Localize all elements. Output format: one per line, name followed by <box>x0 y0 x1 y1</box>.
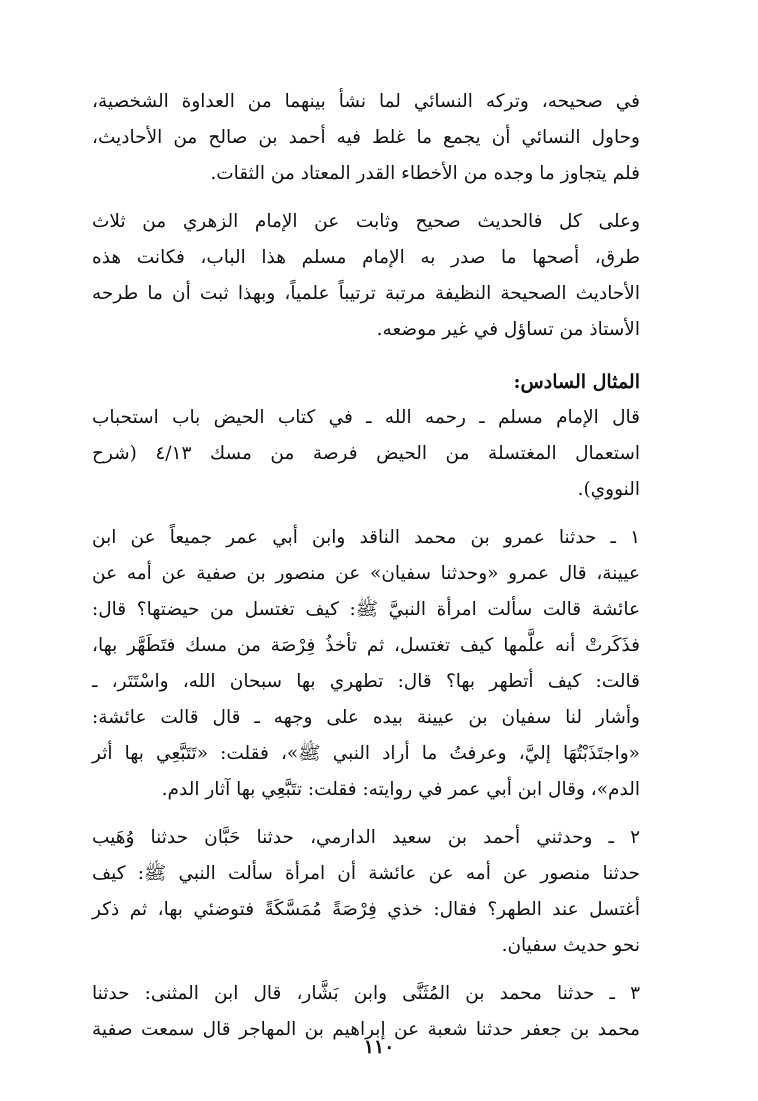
paragraph <box>92 204 640 348</box>
paragraph-gap <box>92 508 640 520</box>
paragraph-gap <box>92 964 640 976</box>
text-line: عيينة، قال عمرو «وحدثنا سفيان» عن منصور بن صفية عن أمه عن <box>92 563 640 584</box>
text-line: عائشة قالت سألت امرأة النبيَّ ﷺ: كيف تغتسل من حيضتها؟ قال: <box>92 599 640 620</box>
paragraph-gap <box>92 192 640 204</box>
text-line: وحاول النسائي أن يجمع ما غلط فيه أحمد بن صالح من الأحاديث، <box>92 127 640 148</box>
text-line: النووي). <box>577 479 640 500</box>
text-line: قال الإمام مسلم ـ رحمه الله ـ في كتاب الحيض باب استحباب <box>92 407 640 428</box>
paragraph <box>92 400 640 508</box>
text-line: وأشار لنا سفيان بن عيينة بيده على وجهه ـ قال قالت عائشة: <box>92 707 640 728</box>
paragraph <box>92 84 640 192</box>
text-line: فلم يتجاوز ما وجده من الأخطاء القدر المعتاد من الثقات. <box>210 163 640 184</box>
text-line: في صحيحه، وتركه النسائي لما نشأ بينهما من العداوة الشخصية، <box>92 91 640 112</box>
text-line: الأحاديث الصحيحة النظيفة مرتبة ترتيباً علمياً، وبهذا ثبت أن ما طرحه <box>92 283 640 304</box>
text-line: قالت: كيف أتطهر بها؟ قال: تطهري بها سبحان الله، واسْتَتَر، ـ <box>92 671 640 692</box>
paragraph <box>92 520 640 808</box>
text-line: طرق، أصحها ما صدر به الإمام مسلم هذا الباب، فكانت هذه <box>92 247 640 268</box>
text-line: أغتسل عند الطهر؟ فقال: خذي فِرْصَةً مُمَسَّكَةً فتوضئي بها، ثم ذكر <box>92 899 640 920</box>
text-line: حدثنا منصور عن أمه عن عائشة أن امرأة سألت النبي ﷺ: كيف <box>92 863 640 884</box>
text-block-top <box>92 84 640 360</box>
text-line: محمد بن جعفر حدثنا شعبة عن إبراهيم بن المهاجر قال سمعت صفية <box>92 1019 640 1040</box>
page-body <box>92 84 640 1048</box>
page-number: ١١٠ <box>363 1036 395 1058</box>
paragraph <box>92 820 640 964</box>
section-heading: المثال السادس: <box>513 371 640 393</box>
text-line: نحو حديث سفيان. <box>501 935 640 956</box>
text-line: فذَكَرتْ أنه علَّمها كيف تغتسل، ثم تأخذُ فِرْصَة من مسك فتَطَهَّر بها، <box>92 635 640 656</box>
text-line: الأستاذ من تساؤل في غير موضعه. <box>376 319 640 340</box>
text-line: ١ ـ حدثنا عمرو بن محمد الناقد وابن أبي عمر جميعاً عن ابن <box>92 527 640 548</box>
text-block-bottom <box>92 400 640 1048</box>
text-line: ٢ ـ وحدثني أحمد بن سعيد الدارمي، حدثنا حَبَّان حدثنا وُهَيب <box>92 827 640 848</box>
paragraph-gap <box>92 808 640 820</box>
text-line: وعلى كل فالحديث صحيح وثابت عن الإمام الزهري من ثلاث <box>92 211 640 232</box>
text-line: «واجتَذَبْتُهَا إليَّ، وعرفتُ ما أراد النبي ﷺ»، فقلت: «تَتَبَّعِي بها أثر <box>92 743 640 764</box>
text-line: استعمال المغتسلة من الحيض فرصة من مسك ٤/١٣ (شرح <box>92 443 640 464</box>
paragraph-gap <box>92 348 640 360</box>
text-line: ٣ ـ حدثنا محمد بن المُثَنَّى وابن بَشَّار، قال ابن المثنى: حدثنا <box>92 983 640 1004</box>
text-line: الدم»، وقال ابن أبي عمر في روايته: فقلت: تتَبَّعِي بها آثار الدم. <box>161 779 640 800</box>
